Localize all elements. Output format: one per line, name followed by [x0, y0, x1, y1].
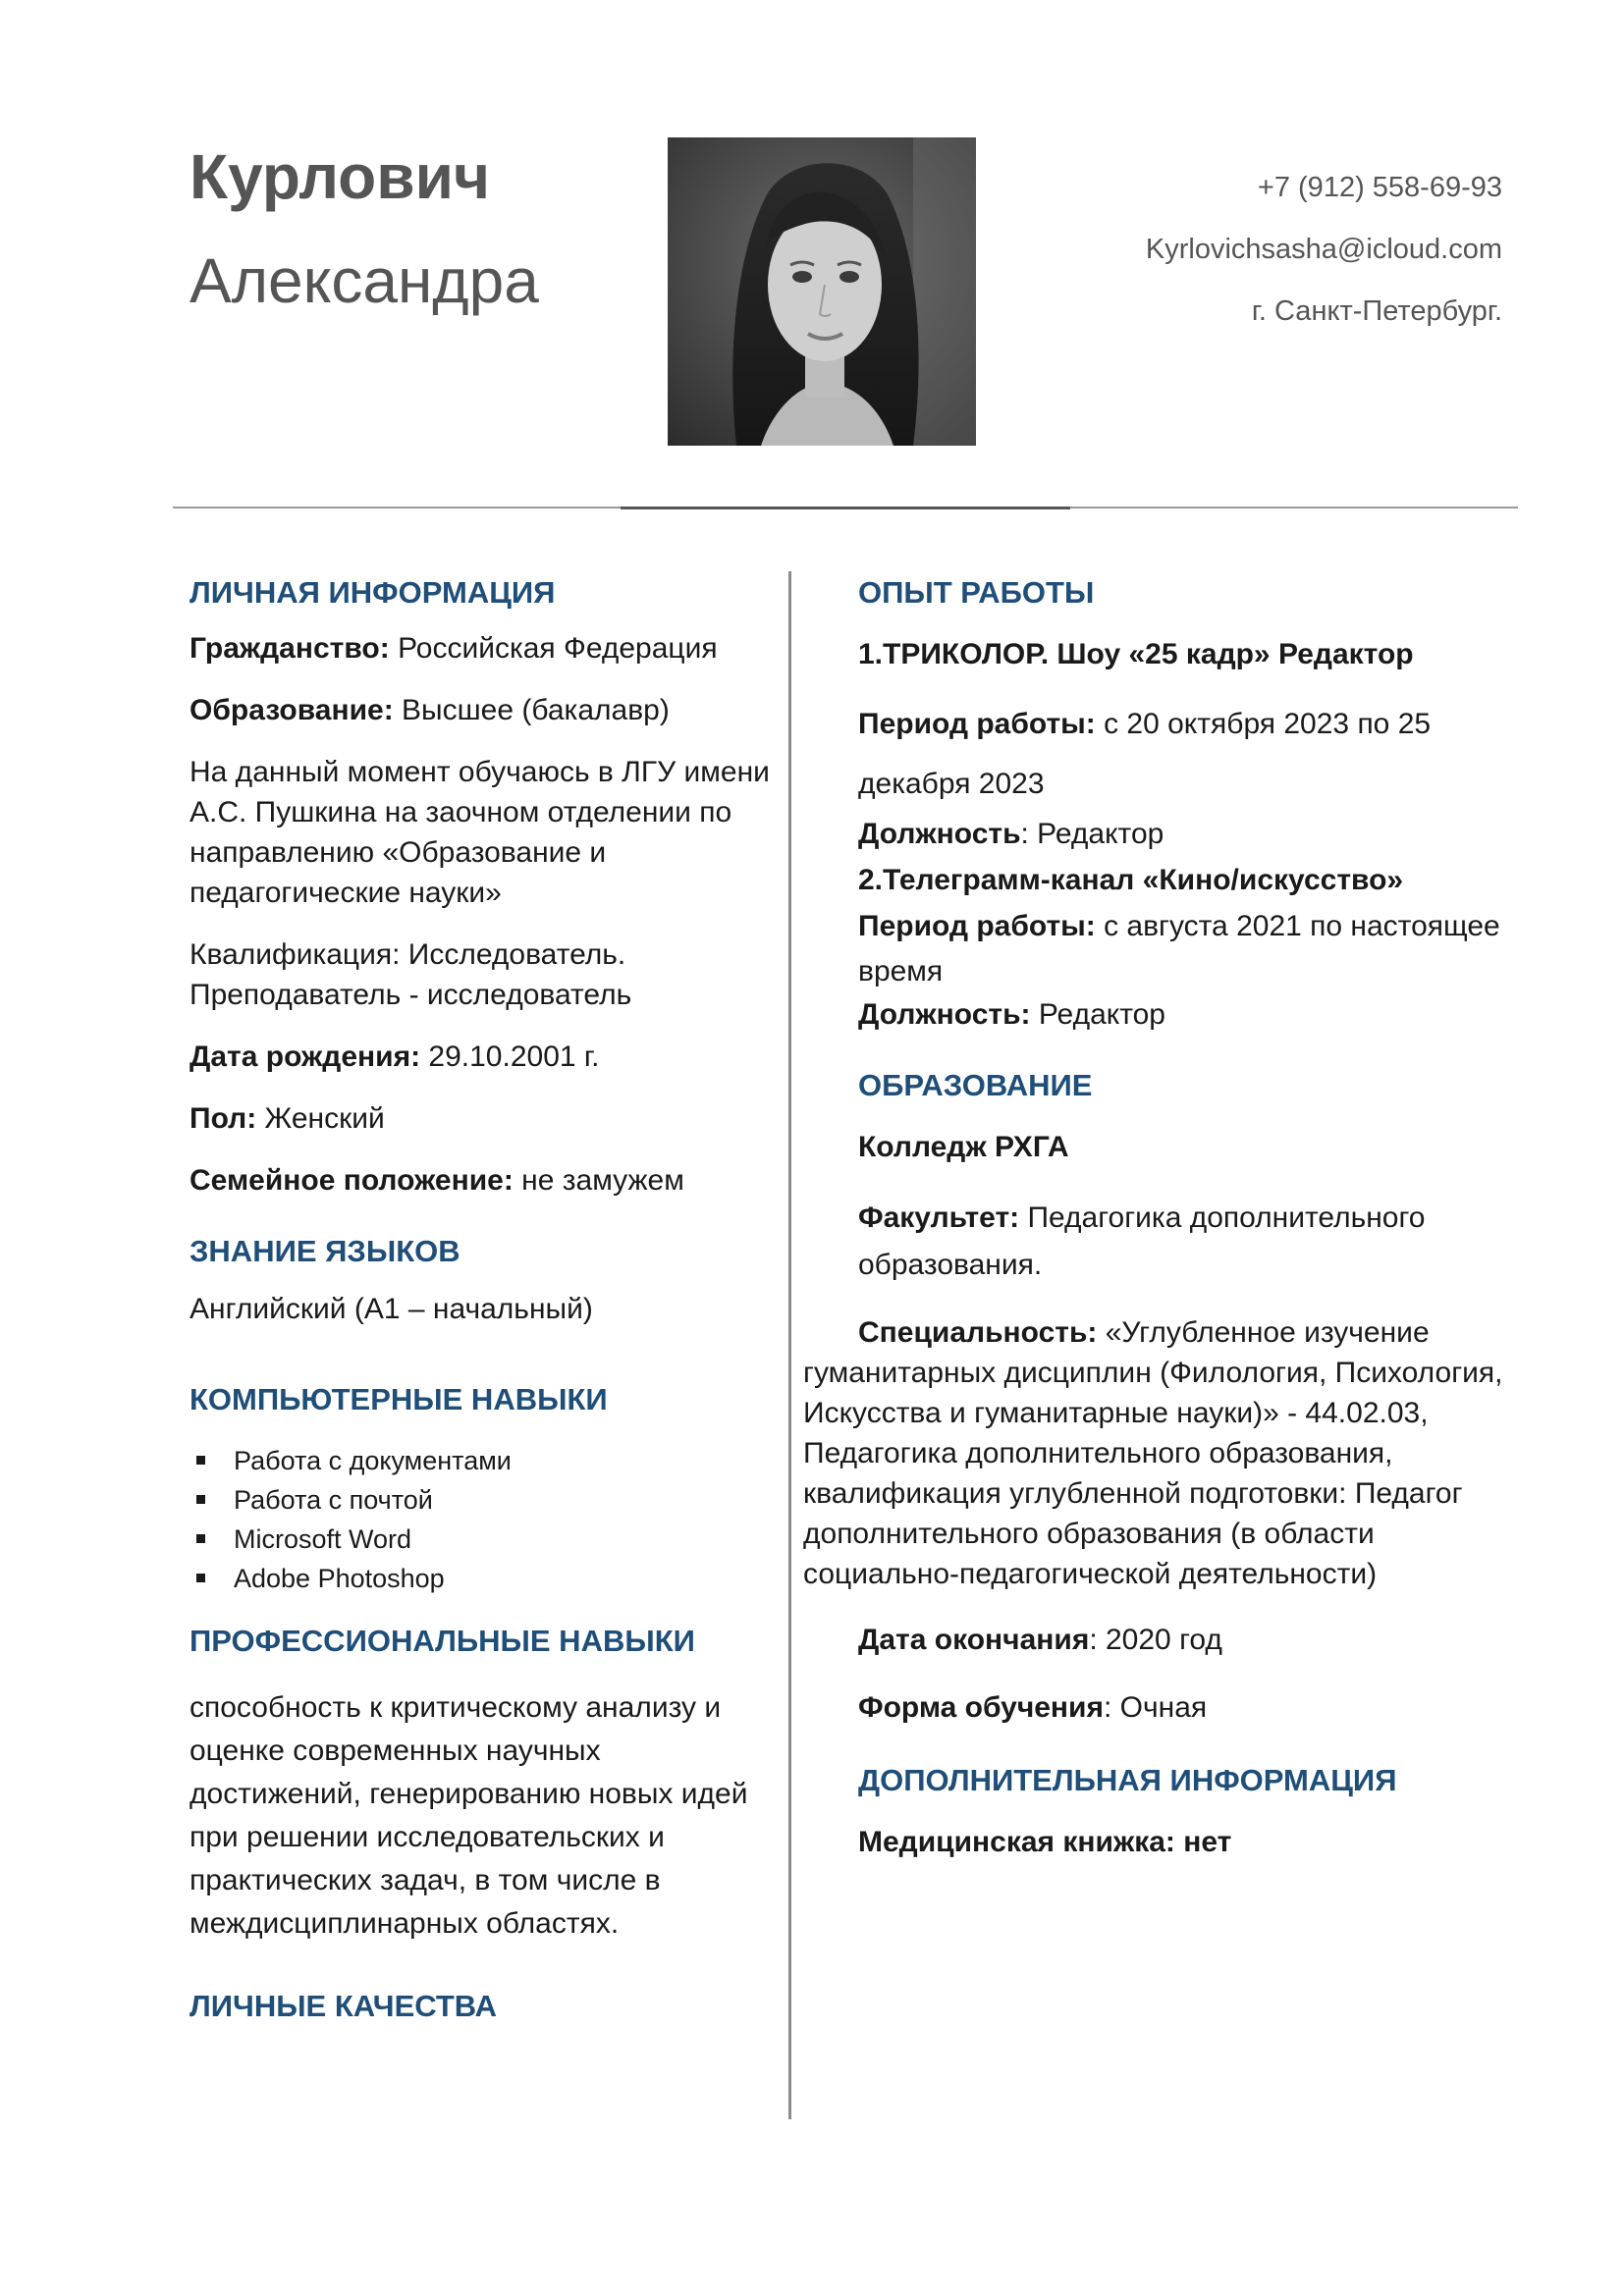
- section-title-personal: ЛИЧНАЯ ИНФОРМАЦИЯ: [189, 575, 556, 610]
- job-period-value: с 20 октября 2023 по 25 декабря 2023: [858, 708, 1432, 800]
- job-period-value: с августа 2021 по настоящее время: [858, 910, 1500, 988]
- sex-label: Пол:: [189, 1102, 257, 1135]
- column-divider: [788, 571, 791, 2119]
- list-item: Adobe Photoshop: [234, 1559, 779, 1598]
- job-position-value: Редактор: [1030, 998, 1165, 1031]
- institution: Колледж РХГА: [858, 1131, 1069, 1163]
- citizenship-value: Российская Федерация: [389, 632, 718, 665]
- job-period: [858, 904, 1506, 994]
- form-label: Форма обучения: [858, 1691, 1104, 1724]
- surname: Курлович: [189, 141, 491, 212]
- right-column: [803, 569, 1506, 1862]
- education-label: Образование:: [189, 694, 394, 726]
- first-name: Александра: [189, 245, 539, 316]
- header-divider-accent: [621, 507, 1070, 509]
- computer-skills-list: [189, 1441, 779, 1598]
- marital-line: [189, 1160, 779, 1201]
- qualification-note: Квалификация: Исследователь. Преподаватель - исследователь: [189, 938, 632, 1011]
- citizenship-line: [189, 628, 779, 668]
- phone[interactable]: +7 (912) 558-69-93: [1257, 172, 1502, 203]
- faculty-value: Педагогика дополнительного образования.: [858, 1201, 1426, 1281]
- birth-label: Дата рождения:: [189, 1041, 421, 1073]
- specialty-value: «Углубленное изучение гуманитарных дисциплин (Филология, Психология, Искусства и гуманитарные науки)» - 44.02.03, Педагогика дополнительного образования, квалификация углубленной подготовки: Педагог дополнительного образования (в области социально-педагогической деятельности): [803, 1316, 1503, 1590]
- citizenship-label: Гражданство:: [189, 632, 390, 665]
- job-position-label: Должность:: [858, 998, 1031, 1031]
- job-heading: 1.ТРИКОЛОР. Шоу «25 кадр» Редактор: [858, 638, 1414, 670]
- job-position-value: : Редактор: [1020, 818, 1164, 850]
- end-date-label: Дата окончания: [858, 1624, 1090, 1656]
- sex-line: [189, 1098, 779, 1139]
- portrait-image: [668, 137, 976, 446]
- section-title-personal-qualities: ЛИЧНЫЕ КАЧЕСТВА: [189, 1989, 498, 2023]
- job-period-label: Период работы:: [858, 910, 1096, 942]
- profile-photo: [668, 137, 976, 446]
- email[interactable]: Kyrlovichsasha@icloud.com: [1145, 234, 1502, 265]
- section-title-education: ОБРАЗОВАНИЕ: [858, 1068, 1093, 1102]
- language-item: Английский (А1 – начальный): [189, 1293, 593, 1325]
- list-item: Работа с документами: [234, 1441, 779, 1480]
- list-item: Microsoft Word: [234, 1520, 779, 1559]
- education-line: [189, 690, 779, 730]
- form-value: : Очная: [1104, 1691, 1208, 1724]
- job-period-label: Период работы:: [858, 708, 1096, 740]
- faculty-label: Факультет:: [858, 1201, 1020, 1234]
- job-position: [858, 994, 1506, 1035]
- pro-skills-text: способность к критическому анализу и оценке современных научных достижений, генерированию новых идей при решении исследовательских и практических задач, в том числе в междисциплинарных областях.: [189, 1691, 748, 1940]
- study-note: На данный момент обучаюсь в ЛГУ имени А.С. Пушкина на заочном отделении по направлению «Образование и педагогические науки»: [189, 756, 770, 909]
- specialty-label: Специальность:: [858, 1316, 1098, 1349]
- birth-value: 29.10.2001 г.: [420, 1041, 600, 1073]
- marital-label: Семейное положение:: [189, 1164, 514, 1197]
- job-period: [858, 694, 1506, 814]
- sex-value: Женский: [256, 1102, 385, 1135]
- marital-value: не замужем: [513, 1164, 684, 1197]
- end-date-value: : 2020 год: [1089, 1624, 1222, 1656]
- end-date-line: [858, 1620, 1506, 1660]
- left-column: [189, 569, 779, 2030]
- education-value: Высшее (бакалавр): [393, 694, 670, 726]
- job-position-label: Должность: [858, 818, 1021, 850]
- birth-line: [189, 1037, 779, 1077]
- specialty-line: [803, 1312, 1506, 1594]
- section-title-pro-skills: ПРОФЕССИОНАЛЬНЫЕ НАВЫКИ: [189, 1624, 695, 1658]
- section-title-additional: ДОПОЛНИТЕЛЬНАЯ ИНФОРМАЦИЯ: [858, 1763, 1397, 1797]
- section-title-experience: ОПЫТ РАБОТЫ: [858, 575, 1095, 610]
- faculty-line: [858, 1195, 1506, 1289]
- contact-block: [1146, 165, 1502, 350]
- list-item: Работа с почтой: [234, 1480, 779, 1520]
- job-heading: 2.Телеграмм-канал «Кино/искусство»: [858, 864, 1404, 896]
- job-position: [858, 814, 1506, 854]
- city: г. Санкт-Петербург.: [1251, 295, 1502, 327]
- form-line: [858, 1687, 1506, 1728]
- section-title-computer-skills: КОМПЬЮТЕРНЫЕ НАВЫКИ: [189, 1382, 608, 1416]
- medical-book: Медицинская книжка: нет: [858, 1826, 1232, 1858]
- section-title-languages: ЗНАНИЕ ЯЗЫКОВ: [189, 1234, 460, 1268]
